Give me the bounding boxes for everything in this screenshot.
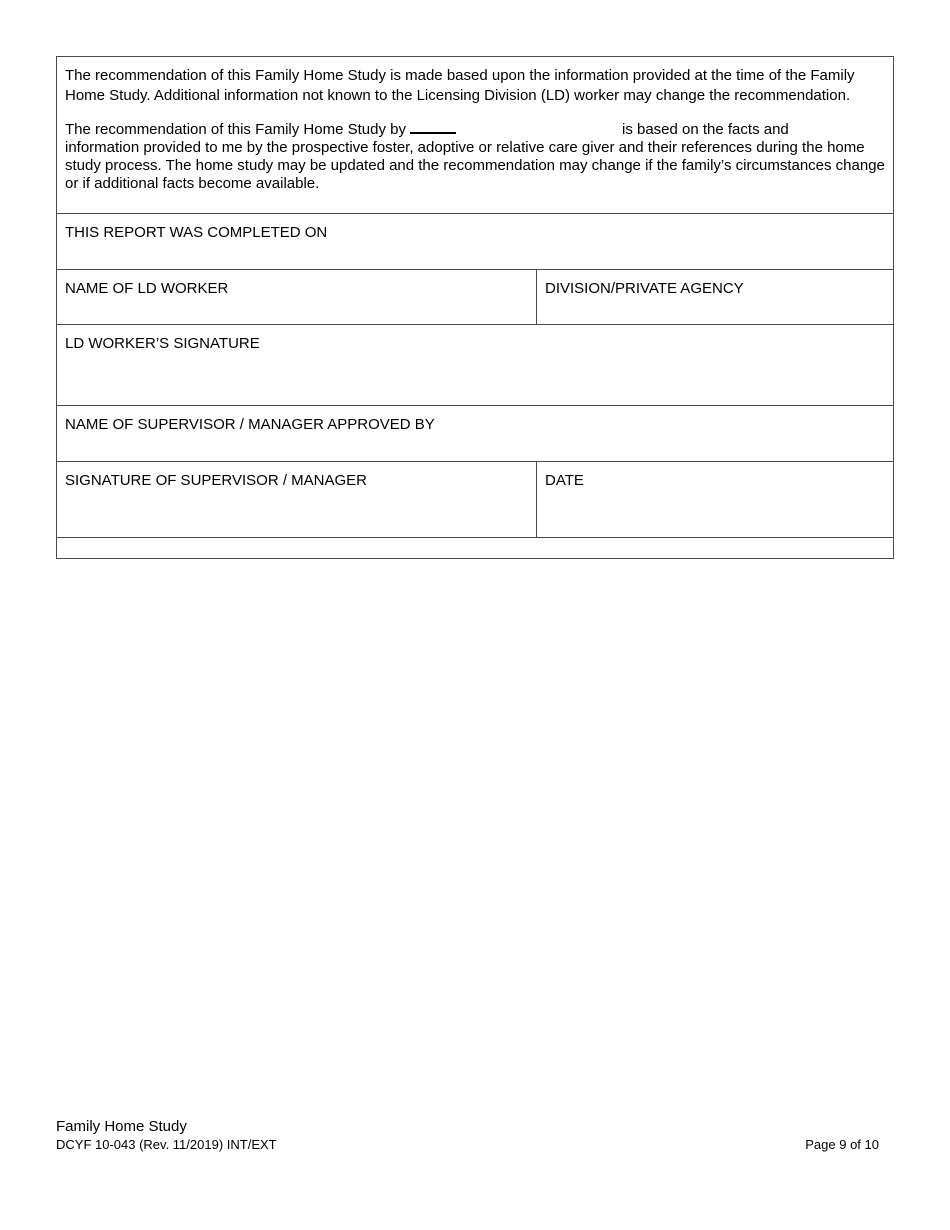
form-number: DCYF 10-043 (Rev. 11/2019) INT/EXT — [56, 1137, 277, 1152]
statement-cell — [57, 57, 894, 214]
division-agency-label: DIVISION/PRIVATE AGENCY — [545, 280, 744, 297]
ld-worker-signature-field[interactable] — [57, 325, 894, 406]
supervisor-signature-row — [57, 462, 894, 538]
completed-on-row — [57, 214, 894, 270]
footer-row — [56, 1136, 879, 1153]
statement-paragraph-2 — [65, 118, 885, 193]
empty-row — [57, 538, 894, 559]
ld-worker-name-field[interactable] — [57, 270, 537, 325]
signature-form-table — [56, 56, 894, 559]
supervisor-name-row — [57, 406, 894, 462]
page-number: Page 9 of 10 — [805, 1137, 879, 1152]
statement-paragraph-2-rest: information provided to me by the prospective foster, adoptive or relative care giver and their references during the home study process. The home study may be updated and the recommendation may change if the family’s circumstances change or if additional facts become available. — [65, 139, 885, 192]
supervisor-signature-field[interactable] — [57, 462, 537, 538]
supervisor-name-label: NAME OF SUPERVISOR / MANAGER APPROVED BY — [65, 416, 435, 433]
statement-row — [57, 57, 894, 214]
completed-on-field[interactable] — [57, 214, 894, 270]
supervisor-signature-label: SIGNATURE OF SUPERVISOR / MANAGER — [65, 472, 367, 489]
ld-worker-signature-row — [57, 325, 894, 406]
recommender-name-field[interactable] — [410, 118, 456, 134]
footer-title: Family Home Study — [56, 1118, 187, 1135]
ld-worker-row — [57, 270, 894, 325]
ld-worker-signature-label: LD WORKER’S SIGNATURE — [65, 335, 260, 352]
supervisor-name-field[interactable] — [57, 406, 894, 462]
statement-paragraph-2-start: The recommendation of this Family Home Study by — [65, 121, 406, 138]
statement-paragraph-2-middle: is based on the facts and — [621, 121, 789, 138]
page-footer — [56, 1118, 879, 1153]
empty-cell — [57, 538, 894, 559]
division-agency-field[interactable] — [537, 270, 894, 325]
statement-paragraph-1: The recommendation of this Family Home Study is made based upon the information provided at the time of the Family Home Study. Additional information not known to the Licensing Division (LD) worker may change the recommendation. — [65, 67, 855, 104]
date-label: DATE — [545, 472, 584, 489]
ld-worker-name-label: NAME OF LD WORKER — [65, 280, 229, 297]
date-field[interactable] — [537, 462, 894, 538]
completed-on-label: THIS REPORT WAS COMPLETED ON — [65, 224, 328, 241]
